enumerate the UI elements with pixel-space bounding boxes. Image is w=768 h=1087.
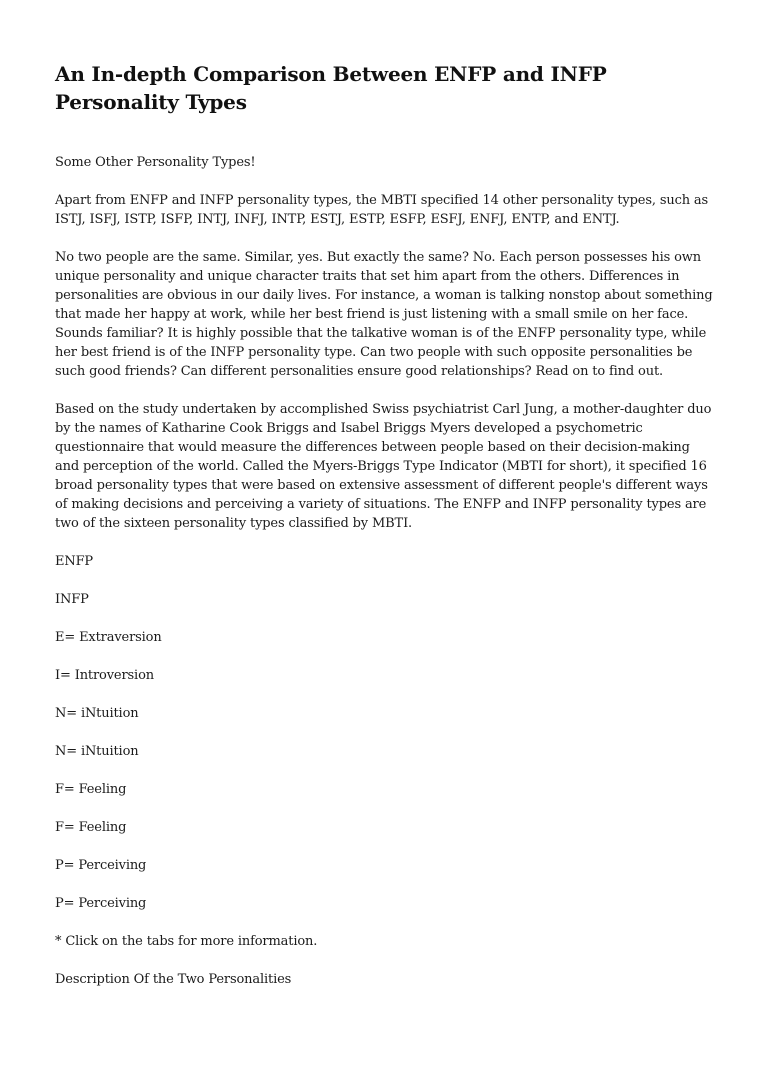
trait-extraversion: E= Extraversion xyxy=(55,630,162,645)
trait-intuition-infp: N= iNtuition xyxy=(55,744,139,759)
document-title: An In-depth Comparison Between ENFP and INFP Personality Types xyxy=(55,62,607,114)
paragraph-mbti-history: Based on the study undertaken by accomplished Swiss psychiatrist Carl Jung, a mother-daughter duo by the names of Katharine Cook Briggs and Isabel Briggs Myers developed a psychometric questionnaire that would measure the differences between people based on their decision-making and perception of the world. Called the Myers-Briggs Type Indicator (MBTI for short), it specified 16 broad personality types that were based on extensive assessment of different people's different ways of making decisions and perceiving a variety of situations. The ENFP and INFP personality types are two of the sixteen personality types classified by MBTI. xyxy=(55,402,712,531)
trait-intuition-enfp: N= iNtuition xyxy=(55,706,139,721)
document-page xyxy=(55,60,715,1008)
trait-perceiving-enfp: P= Perceiving xyxy=(55,858,147,873)
label-infp: INFP xyxy=(55,592,89,607)
trait-introversion: I= Introversion xyxy=(55,668,154,683)
section-heading-description: Description Of the Two Personalities xyxy=(55,972,292,987)
subheading: Some Other Personality Types! xyxy=(55,155,256,170)
tabs-note: * Click on the tabs for more information. xyxy=(55,934,318,949)
paragraph-no-two-people: No two people are the same. Similar, yes. But exactly the same? No. Each person possesses his own unique personality and unique character traits that set him apart from the others. Differences in personalities are obvious in our daily lives. For instance, a woman is talking nonstop about something that made her happy at work, while her best friend is just listening with a small smile on her face. Sounds familiar? It is highly possible that the talkative woman is of the ENFP personality type, while her best friend is of the INFP personality type. Can two people with such opposite personalities be such good friends? Can different personalities ensure good relationships? Read on to find out. xyxy=(55,250,713,379)
label-enfp: ENFP xyxy=(55,554,94,569)
trait-feeling-infp: F= Feeling xyxy=(55,820,127,835)
paragraph-other-types: Apart from ENFP and INFP personality types, the MBTI specified 14 other personality types, such as ISTJ, ISFJ, ISTP, ISFP, INTJ, INFJ, INTP, ESTJ, ESTP, ESFP, ESFJ, ENFJ, ENTP, and ENTJ. xyxy=(55,193,709,227)
trait-perceiving-infp: P= Perceiving xyxy=(55,896,147,911)
trait-feeling-enfp: F= Feeling xyxy=(55,782,127,797)
